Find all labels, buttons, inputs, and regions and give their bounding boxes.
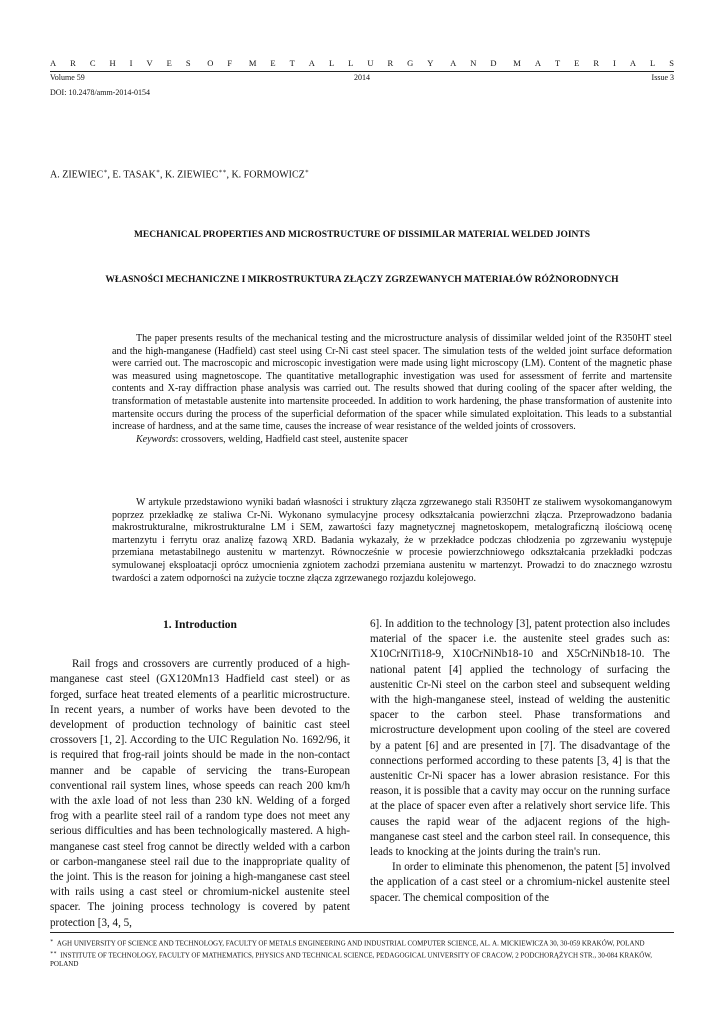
left-column	[50, 618, 350, 931]
year: 2014	[354, 73, 370, 82]
author: A. ZIEWIEC	[50, 169, 104, 181]
author: E. TASAK	[112, 169, 156, 181]
abstract-text: The paper presents results of the mechanical testing and the microstructure analysis of dissimilar welded joint of the R350HT steel and the high-manganese (Hadfield) cast steel using Cr-Ni cast steel spacer. The simulation tests of the welded joint surface deformation were carried out. The macroscopic and microscopic investigation were made using light microscopy (LM). Content of the magnetic phase was measured using magnetoscope. The quantitative metallographic investigation was used for assessment of ferrite and martensite contents and X-ray diffraction phase analysis was carried out. The results showed that during cooling of the spacer after welding, the transformation of metastable austenite into martensite proceeded. In addition to work hardening, the phase transformation of austenite into martensite occurs during the process of the superficial deformation of the spacer while simulated exploitation. This leads to a substantial increase of hardness, and at the same time, causes the increase of wear resistance of the welded joints of crossovers.	[112, 333, 672, 433]
footnote: ∗ AGH UNIVERSITY OF SCIENCE AND TECHNOLOGY, FACULTY OF METALS ENGINEERING AND INDUSTRIAL COMPUTER SCIENCE, AL. A. MICKIEWICZA 30, 30-059 KRAKÓW, POLAND	[50, 939, 645, 948]
issue: Issue 3	[651, 73, 674, 82]
paper-title-english: MECHANICAL PROPERTIES AND MICROSTRUCTURE OF DISSIMILAR MATERIAL WELDED JOINTS	[133, 230, 591, 240]
volume: Volume 59	[50, 73, 85, 82]
section-heading: 1. Introduction	[163, 619, 237, 631]
affiliation-mark: ∗	[103, 169, 108, 175]
journal-name	[50, 58, 674, 68]
keywords-list: : crossovers, welding, Hadfield cast steel, austenite spacer	[175, 433, 408, 445]
right-column	[370, 617, 670, 906]
affiliation-mark: ∗	[304, 169, 309, 175]
footnote-rule	[50, 932, 674, 933]
footnotes	[50, 937, 674, 969]
abstract-polish-text: W artykule przedstawiono wyniki badań własności i struktury złącza zgrzewanego stali R350HT ze staliwem wysokomanganowym poprzez przekładkę ze staliwa Cr-Ni. Wykonano symulacyjne procesy odkształcania powierzchni złącza. Przeprowadzono badania makrostrukturalne, mikrostrukturalne LM i SEM, zawartości fazy magnetycznej magnetoskopem, metalograficzną ilościową ocenę martenzytu i ferrytu oraz analizę fazową XRD. Badania wykazały, że w przekładce podczas chłodzenia po zgrzewaniu występuje przemiana metastabilnego austenitu w martenzyt. Równocześnie w procesie powierzchniowego odkształcania przekładki podczas symulowanej eksploatacji oprócz umocnienia zgniotem zachodzi przemiana austenitu w martenzyt. Prowadzi to do znacznego wzrostu twardości a zatem odporności na zużycie toczne złącza zgrzewanego rozjazdu kolejowego.	[112, 497, 672, 584]
journal-word: M A T E R I A L S	[513, 58, 674, 68]
journal-word: O F	[207, 58, 233, 68]
affiliation-mark: ∗	[155, 169, 160, 175]
intro-paragraph: Rail frogs and crossovers are currently produced of a high-manganese cast steel (GX120Mn13 Hadfield cast steel) or as forged, surface heat treated elements of a pearlitic microstructure. In recent years, a number of works have been devoted to the development of production technology of bainitic cast steel crossovers [1, 2]. According to the UIC Regulation No. 1692/96, it is required that frog-rail joints should be made in the non-contact manner and be capable of servicing the trans-European conventional rail system lines, whose speeds can reach 200 km/h with the axle load of not less than 230 kN. Welding of a forged frog with a pearlite steel rail of a random type does not meet any serious difficulties and has been technologically mastered. A high-manganese cast steel frog cannot be directly welded with a carbon or carbon-manganese steel rail due to the inappropriate quality of the joint. This is the reason for joining a high-manganese cast steel with rails using a cast steel or chromium-nickel austenite steel spacer. The joining process technology is covered by patent protection [3, 4, 5,	[50, 658, 350, 929]
authors: A. ZIEWIEC∗, E. TASAK∗, K. ZIEWIEC∗∗, K. FORMOWICZ∗	[50, 169, 309, 181]
paper-title-polish: WŁASNOŚCI MECHANICZNE I MIKROSTRUKTURA ZŁĄCZY ZGRZEWANYCH MATERIAŁÓW RÓŻNORODNYCH	[105, 275, 619, 285]
header-rule	[50, 71, 674, 72]
keywords-label: Keywords	[136, 433, 176, 445]
keywords	[112, 434, 672, 447]
footnote: ∗∗ INSTITUTE OF TECHNOLOGY, FACULTY OF MATHEMATICS, PHYSICS AND TECHNICAL SCIENCE, PEDAGOGICAL UNIVERSITY OF CRACOW, 2 PODCHORĄŻYCH STR., 30-084 KRAKÓW, POLAND	[50, 950, 653, 969]
doi: DOI: 10.2478/amm-2014-0154	[50, 88, 150, 97]
journal-word: M E T A L L U R G Y	[248, 58, 434, 68]
abstract-polish	[112, 497, 672, 585]
author: K. FORMOWICZ	[231, 169, 305, 181]
journal-word: A R C H I V E S	[50, 58, 191, 68]
abstract-english	[112, 333, 672, 446]
intro-paragraph-2: In order to eliminate this phenomenon, the patent [5] involved the application of a cast steel or a chromium-nickel austenite steel spacer. The chemical composition of the	[370, 861, 670, 904]
journal-word: A N D	[450, 58, 497, 68]
affiliation-mark: ∗∗	[218, 169, 227, 175]
author: K. ZIEWIEC	[164, 169, 219, 181]
intro-paragraph-continued: 6]. In addition to the technology [3], patent protection also includes material of the spacer i.e. the austenite steel grades such as: X10CrNiTi18-9, X10CrNiNb18-10 and X5CrNiNb18-10. The national patent [4] applied the technology of surfacing the austenitic Cr-Ni steel on the carbon steel and subsequent welding with the high-manganese steel, instead of welding the austenitic spacer to the carbon steel. Phase transformations and microstructure development upon cooling of the steel are covered by a patent [6] and are presented in [7]. The disadvantage of the connections performed according to these patents [3, 4] is that the austenitic Cr-Ni spacer has a lower abrasion resistance. For this reason, it is possible that a cavity may occur on the running surface at the place of spacer even after a relatively short service life. This causes the rapid wear of the adjacent regions of the high-manganese cast steel and the carbon steel rail. In consequence, this leads to knocking at the joints during the train's run.	[370, 618, 670, 859]
